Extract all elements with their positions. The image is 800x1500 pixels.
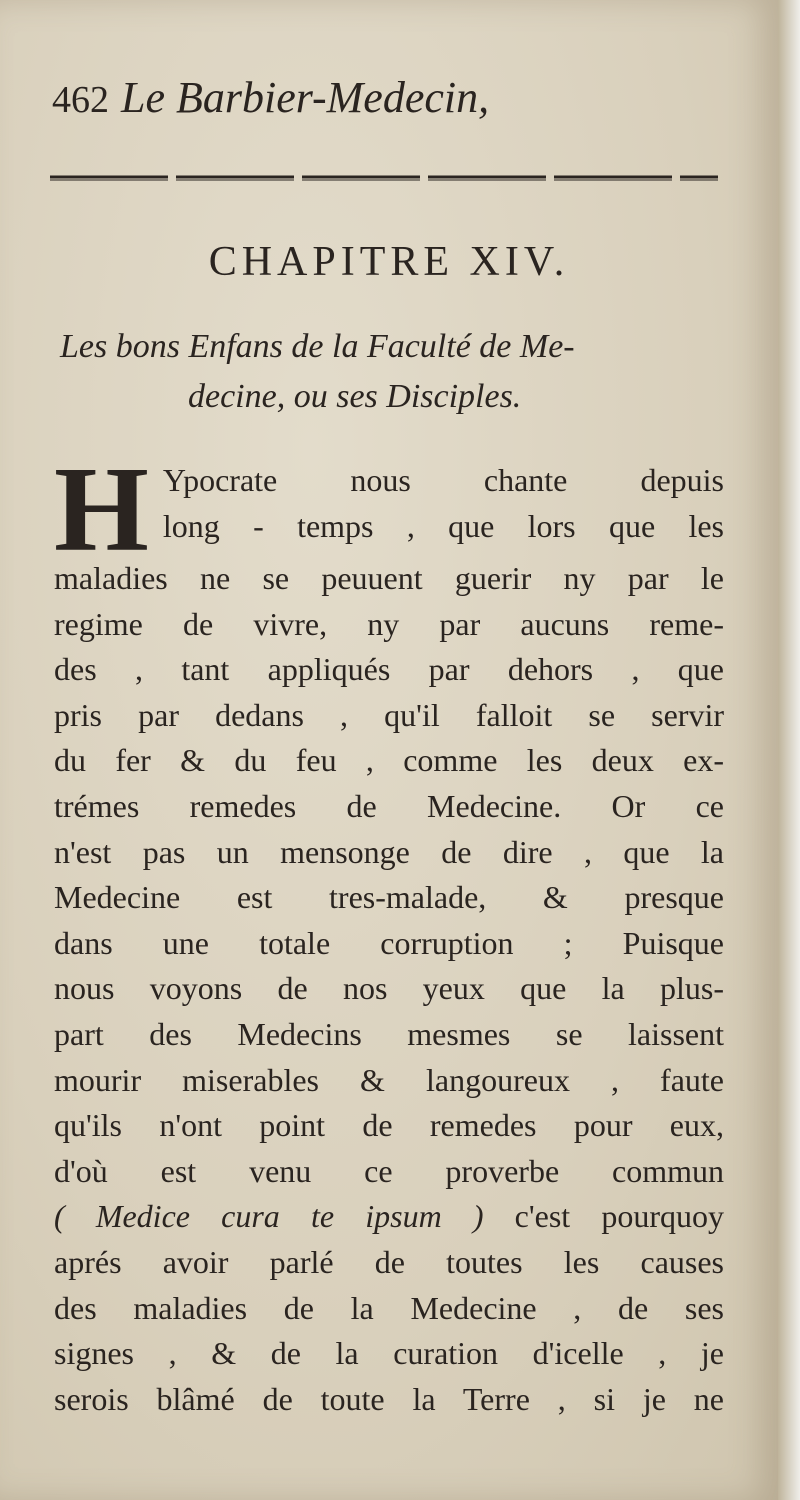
text-line: regime de vivre, ny par aucuns reme- bbox=[54, 605, 724, 642]
page-number: 462 bbox=[52, 79, 109, 121]
text-line: maladies ne se peuuent guerir ny par le bbox=[54, 560, 724, 596]
page-edge bbox=[778, 0, 800, 1500]
chapter-subtitle bbox=[60, 322, 740, 422]
subtitle-line-2: decine, ou ses Disciples. bbox=[188, 378, 522, 415]
text-line: dans une totale corruption ; Puisque bbox=[54, 924, 724, 961]
text-line: des , tant appliqués par dehors , que bbox=[54, 651, 724, 688]
running-title: Le Barbier-Medecin, bbox=[121, 73, 490, 122]
text-line: n'est pas un mensonge de dire , que la bbox=[54, 833, 724, 870]
text-line: serois blâmé de toute la Terre , si je ne bbox=[54, 1380, 724, 1417]
text-line: long - temps , que lors que les bbox=[162, 507, 724, 544]
text-line: qu'ils n'ont point de remedes pour eux, bbox=[54, 1107, 724, 1144]
text-line: du fer & du feu , comme les deux ex- bbox=[54, 742, 724, 779]
text-line: signes , & de la curation d'icelle , je bbox=[54, 1335, 724, 1372]
text-line: nous voyons de nos yeux que la plus- bbox=[54, 970, 724, 1007]
text-line: pris par dedans , qu'il falloit se servir bbox=[54, 696, 724, 733]
drop-cap: H bbox=[54, 442, 149, 577]
text-line: Medecine est tres-malade, & presque bbox=[54, 879, 724, 916]
text-line: trémes remedes de Medecine. Or ce bbox=[54, 787, 724, 824]
text-line: des maladies de la Medecine , de ses bbox=[54, 1289, 724, 1326]
subtitle-line-1: Les bons Enfans de la Faculté de Me- bbox=[60, 328, 575, 365]
text-line: Ypocrate nous chante depuis bbox=[162, 462, 724, 498]
latin-phrase: ( Medice cura te ipsum ) bbox=[54, 1198, 484, 1235]
latin-line-rest: c'est pourquoy bbox=[514, 1198, 725, 1235]
ornamental-rule bbox=[50, 170, 718, 184]
chapter-heading: CHAPITRE XIV. bbox=[208, 239, 570, 285]
text-line-latin bbox=[54, 1194, 724, 1240]
body-text bbox=[54, 442, 725, 1422]
running-header bbox=[52, 68, 732, 128]
text-line: mourir miserables & langoureux , faute bbox=[54, 1061, 724, 1098]
text-line: d'où est venu ce proverbe commun bbox=[54, 1152, 724, 1189]
text-line: aprés avoir parlé de toutes les causes bbox=[54, 1243, 724, 1280]
text-line: part des Medecins mesmes se laissent bbox=[54, 1015, 724, 1052]
